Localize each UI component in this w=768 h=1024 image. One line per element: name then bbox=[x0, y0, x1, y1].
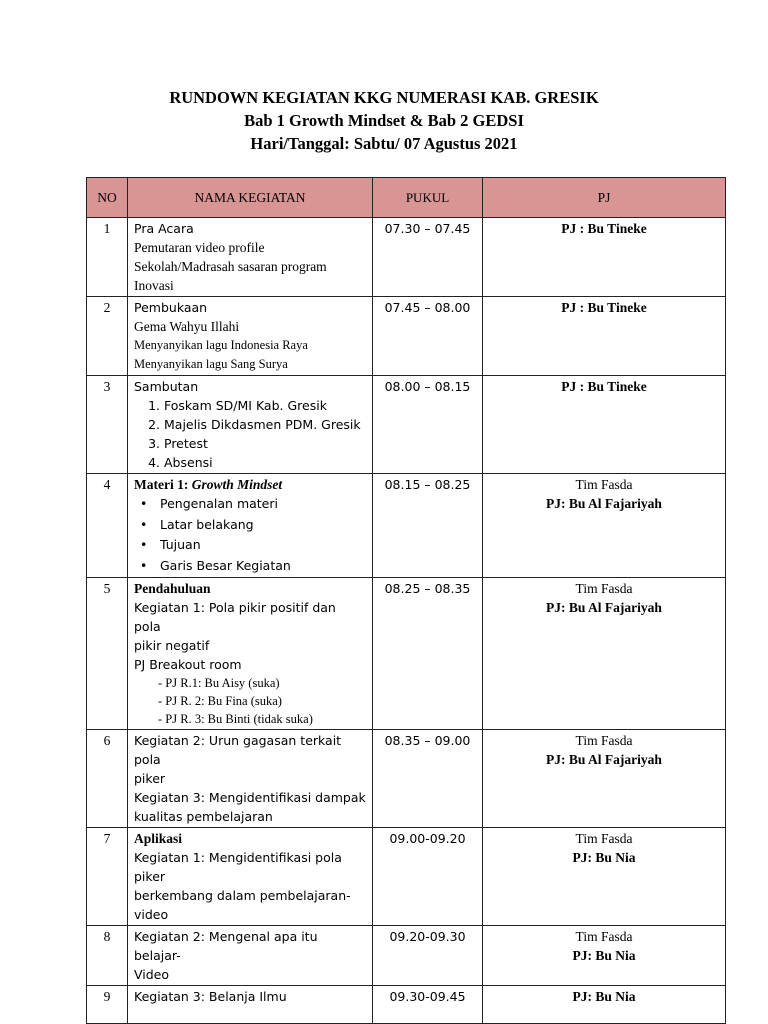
pj-name: PJ: Bu Al Fajariyah bbox=[546, 496, 662, 511]
activity-line: PJ Breakout room bbox=[134, 657, 242, 672]
row-pj bbox=[483, 926, 726, 986]
activity-line: Menyanyikan lagu Sang Surya bbox=[134, 357, 288, 371]
table-row bbox=[87, 926, 726, 986]
row-activity bbox=[128, 297, 373, 376]
row-time: 07.30 – 07.45 bbox=[373, 218, 483, 297]
row-activity bbox=[128, 474, 373, 578]
header-pukul: PUKUL bbox=[373, 178, 483, 218]
activity-line: Kegiatan 2: Mengenal apa itu belajar- bbox=[134, 929, 318, 963]
pj-name: PJ : Bu Tineke bbox=[561, 379, 647, 394]
row-no: 5 bbox=[87, 578, 128, 730]
activity-list bbox=[134, 494, 366, 576]
list-item: 3. Pretest bbox=[164, 434, 366, 453]
row-time: 09.30-09.45 bbox=[373, 986, 483, 1024]
activity-line: Kegiatan 3: Mengidentifikasi dampak bbox=[134, 790, 366, 805]
row-no: 1 bbox=[87, 218, 128, 297]
document-date: Hari/Tanggal: Sabtu/ 07 Agustus 2021 bbox=[250, 134, 518, 153]
row-activity bbox=[128, 986, 373, 1024]
activity-head bbox=[134, 475, 366, 494]
pj-name: PJ: Bu Nia bbox=[572, 989, 636, 1004]
pj-name: PJ: Bu Nia bbox=[572, 850, 636, 865]
row-pj bbox=[483, 578, 726, 730]
row-no: 8 bbox=[87, 926, 128, 986]
activity-line: berkembang dalam pembelajaran-video bbox=[134, 888, 351, 922]
list-item: - PJ R. 2: Bu Fina (suka) bbox=[158, 692, 366, 710]
header-no: NO bbox=[87, 178, 128, 218]
row-no: 6 bbox=[87, 730, 128, 828]
pj-team: Tim Fasda bbox=[575, 929, 633, 944]
row-pj bbox=[483, 218, 726, 297]
activity-line: Kegiatan 1: Mengidentifikasi pola piker bbox=[134, 850, 342, 884]
row-activity bbox=[128, 828, 373, 926]
row-activity bbox=[128, 218, 373, 297]
pj-name: PJ: Bu Al Fajariyah bbox=[546, 600, 662, 615]
row-activity bbox=[128, 926, 373, 986]
row-time: 09.00-09.20 bbox=[373, 828, 483, 926]
row-activity bbox=[128, 376, 373, 474]
row-time: 08.00 – 08.15 bbox=[373, 376, 483, 474]
pj-team: Tim Fasda bbox=[575, 831, 633, 846]
header-pj: PJ bbox=[483, 178, 726, 218]
activity-head: Sambutan bbox=[134, 379, 199, 394]
activity-head: Aplikasi bbox=[134, 831, 183, 846]
list-item: • Pengenalan materi bbox=[160, 494, 366, 515]
list-item: • Latar belakang bbox=[160, 515, 366, 536]
activity-line: Inovasi bbox=[134, 278, 174, 293]
row-pj bbox=[483, 730, 726, 828]
row-no: 2 bbox=[87, 297, 128, 376]
activity-line: Pemutaran video profile bbox=[134, 240, 265, 255]
activity-line: Video bbox=[134, 967, 170, 982]
list-item: 1. Foskam SD/MI Kab. Gresik bbox=[164, 396, 366, 415]
pj-name: PJ : Bu Tineke bbox=[561, 300, 647, 315]
list-item: • Garis Besar Kegiatan bbox=[160, 556, 366, 577]
pj-team: Tim Fasda bbox=[575, 477, 633, 492]
activity-line: Kegiatan 3: Belanja Ilmu bbox=[134, 989, 287, 1004]
list-item: 4. Absensi bbox=[164, 453, 366, 472]
row-time: 07.45 – 08.00 bbox=[373, 297, 483, 376]
list-item: - PJ R. 3: Bu Binti (tidak suka) bbox=[158, 710, 366, 728]
activity-line: Pembukaan bbox=[134, 300, 208, 315]
table-row bbox=[87, 986, 726, 1024]
list-item: - PJ R.1: Bu Aisy (suka) bbox=[158, 674, 366, 692]
activity-line: pikir negatif bbox=[134, 638, 210, 653]
row-time: 09.20-09.30 bbox=[373, 926, 483, 986]
row-no: 3 bbox=[87, 376, 128, 474]
activity-line: Kegiatan 2: Urun gagasan terkait pola bbox=[134, 733, 342, 767]
activity-list bbox=[134, 396, 366, 472]
head-bold: Materi 1: bbox=[134, 477, 192, 492]
row-pj bbox=[483, 828, 726, 926]
row-pj bbox=[483, 986, 726, 1024]
header-nama-kegiatan: NAMA KEGIATAN bbox=[128, 178, 373, 218]
row-time: 08.25 – 08.35 bbox=[373, 578, 483, 730]
activity-line: kualitas pembelajaran bbox=[134, 809, 273, 824]
rundown-table bbox=[86, 177, 726, 1024]
activity-head: Pendahuluan bbox=[134, 581, 211, 596]
activity-line: Kegiatan 1: Pola pikir positif dan pola bbox=[134, 600, 336, 634]
table-row bbox=[87, 376, 726, 474]
pj-team: Tim Fasda bbox=[575, 733, 633, 748]
row-no: 9 bbox=[87, 986, 128, 1024]
table-row bbox=[87, 218, 726, 297]
row-time: 08.35 – 09.00 bbox=[373, 730, 483, 828]
table-row bbox=[87, 730, 726, 828]
row-activity bbox=[128, 578, 373, 730]
activity-line: Sekolah/Madrasah sasaran program bbox=[134, 259, 327, 274]
activity-line: Menyanyikan lagu Indonesia Raya bbox=[134, 338, 308, 352]
pj-name: PJ : Bu Tineke bbox=[561, 221, 647, 236]
table-row bbox=[87, 828, 726, 926]
pj-team: Tim Fasda bbox=[575, 581, 633, 596]
activity-line: piker bbox=[134, 771, 166, 786]
document-title: RUNDOWN KEGIATAN KKG NUMERASI KAB. GRESIK bbox=[169, 88, 599, 107]
activity-line: Pra Acara bbox=[134, 221, 194, 236]
activity-line: Gema Wahyu Illahi bbox=[134, 319, 240, 334]
row-activity bbox=[128, 730, 373, 828]
row-pj bbox=[483, 474, 726, 578]
breakout-list bbox=[134, 674, 366, 728]
table-row bbox=[87, 474, 726, 578]
row-pj bbox=[483, 297, 726, 376]
pj-name: PJ: Bu Nia bbox=[572, 948, 636, 963]
row-no: 4 bbox=[87, 474, 128, 578]
pj-name: PJ: Bu Al Fajariyah bbox=[546, 752, 662, 767]
table-header-row bbox=[87, 178, 726, 218]
row-pj bbox=[483, 376, 726, 474]
row-time: 08.15 – 08.25 bbox=[373, 474, 483, 578]
list-item: 2. Majelis Dikdasmen PDM. Gresik bbox=[164, 415, 366, 434]
list-item: • Tujuan bbox=[160, 535, 366, 556]
row-no: 7 bbox=[87, 828, 128, 926]
table-row bbox=[87, 578, 726, 730]
table-row bbox=[87, 297, 726, 376]
head-italic: Growth Mindset bbox=[191, 477, 283, 492]
document-subtitle: Bab 1 Growth Mindset & Bab 2 GEDSI bbox=[244, 111, 524, 130]
